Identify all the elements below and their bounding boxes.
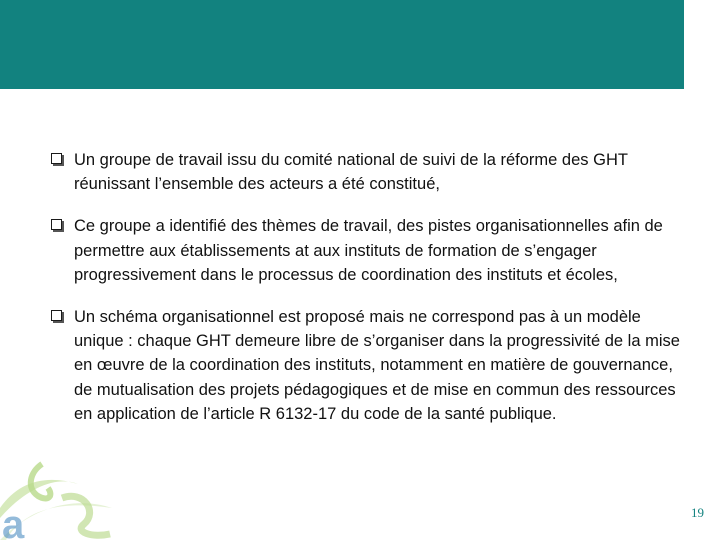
bullet-list (50, 148, 690, 426)
bullet-text: Un schéma organisationnel est proposé mais ne correspond pas à un modèle unique : chaque GHT demeure libre de s’organiser dans la progressivité de la mise en œuvre de la coordination des instituts, notamment en matière de gouvernance, de mutualisation des projets pédagogiques et de mise en commun des ressources en application de l’article R 6132-17 du code de la santé publique. (74, 308, 680, 423)
bullet-item (50, 214, 690, 287)
ars-logo-icon (0, 460, 140, 540)
bullet-item (50, 148, 690, 196)
bullet-item (50, 305, 690, 426)
svg-text:a: a (2, 503, 25, 540)
checkbox-bullet-icon (51, 219, 62, 230)
checkbox-bullet-icon (51, 153, 62, 164)
checkbox-bullet-icon (51, 310, 62, 321)
page-number: 19 (691, 505, 704, 520)
bullet-text: Ce groupe a identifié des thèmes de travail, des pistes organisationnelles afin de permettre aux établissements at aux instituts de formation de s’engager progressivement dans le processus de coordination des instituts et écoles, (74, 217, 663, 284)
header-band (0, 0, 684, 89)
bullet-text: Un groupe de travail issu du comité national de suivi de la réforme des GHT réunissant l’ensemble des acteurs a été constitué, (74, 151, 628, 194)
